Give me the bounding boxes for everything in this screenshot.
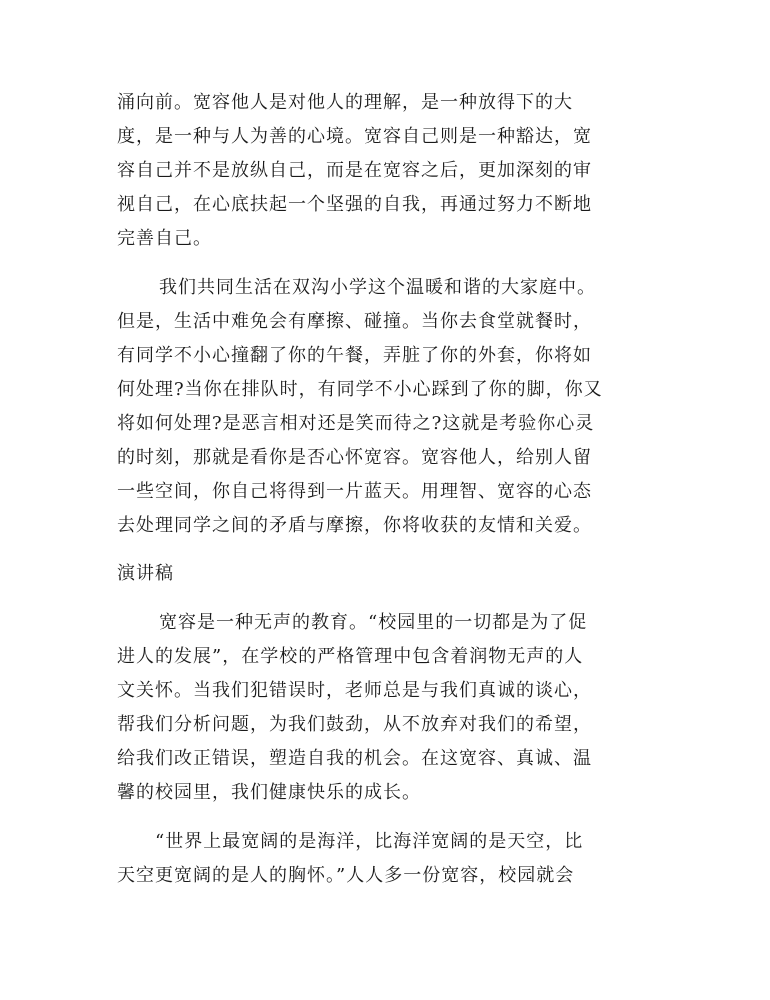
text-line-17: 文关怀。当我们犯错误时，老师总是与我们真诚的谈心，: [117, 680, 592, 701]
text-line-20: 馨的校园里，我们健康快乐的成长。: [117, 782, 421, 803]
text-line-11: 的时刻，那就是看你是否心怀宽容。宽容他人，给别人留: [117, 447, 592, 468]
paragraph-3-start: 宽容是一种无声的教育。“校园里的一切都是为了促: [159, 612, 588, 633]
text-line-8: 有同学不小心撞翻了你的午餐，弄脏了你的外套，你将如: [117, 345, 592, 366]
text-line-16: 进人的发展”，在学校的严格管理中包含着润物无声的人: [117, 646, 584, 667]
heading-speech-draft: 演讲稿: [117, 563, 174, 584]
text-line-22: 天空更宽阔的是人的胸怀。”人人多一份宽容，校园就会: [117, 865, 575, 886]
text-line-9: 何处理?当你在排队时，有同学不小心踩到了你的脚，你又: [117, 379, 603, 400]
text-line-18: 帮我们分析问题，为我们鼓劲，从不放弃对我们的希望，: [117, 714, 592, 735]
paragraph-2-start: 我们共同生活在双沟小学这个温暖和谐的大家庭中。: [159, 277, 596, 298]
text-line-1: 涌向前。宽容他人是对他人的理解，是一种放得下的大: [117, 92, 573, 113]
text-line-5: 完善自己。: [117, 228, 212, 249]
text-line-7: 但是，生活中难免会有摩擦、碰撞。当你去食堂就餐时，: [117, 311, 592, 332]
text-line-4: 视自己，在心底扶起一个坚强的自我，再通过努力不断地: [117, 194, 592, 215]
text-line-2: 度，是一种与人为善的心境。宽容自己则是一种豁达，宽: [117, 126, 592, 147]
text-line-13: 去处理同学之间的矛盾与摩擦，你将收获的友情和关爱。: [117, 515, 592, 536]
paragraph-4-start: “世界上最宽阔的是海洋，比海洋宽阔的是天空，比: [155, 831, 584, 852]
text-line-10: 将如何处理?是恶言相对还是笑而待之?这就是考验你心灵: [117, 413, 595, 434]
text-line-3: 容自己并不是放纵自己，而是在宽容之后，更加深刻的审: [117, 160, 592, 181]
text-line-12: 一些空间，你自己将得到一片蓝天。用理智、宽容的心态: [117, 481, 592, 502]
text-line-19: 给我们改正错误，塑造自我的机会。在这宽容、真诚、温: [117, 748, 592, 769]
